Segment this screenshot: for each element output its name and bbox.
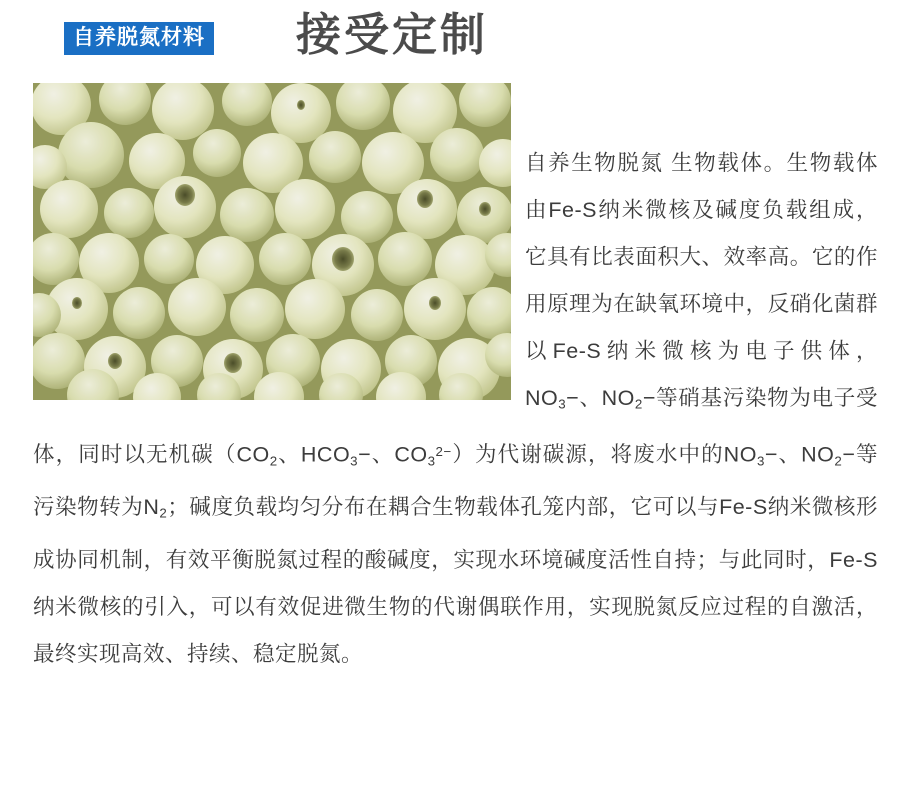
page-title: 接受定制 — [296, 9, 489, 60]
article-body — [33, 140, 878, 678]
article-seg-0: 自养生物脱氮 生物载体。生物载体由Fe-S纳米微核及碱度负载组成，它具有比表面积大、效率高。它的作用原理为在缺氧环境中，反硝化菌群以Fe-S纳米微核为电子供体，NO — [525, 151, 878, 410]
article-seg-6: 、HCO — [277, 442, 351, 467]
article-seg-17: ；碱度负载均匀分布在耦合生物载体孔笼内部，它可以与Fe-S纳米微核形成协同机制，有效平衡脱氮过程的酸碱度，实现水环境碱度活性自持；与此同时，Fe-S纳米微核的引入，可以有效促进微生物的代谢偶联作用，实现脱氮反应过程的自激活，最终实现高效、持续、稳定脱氮。 — [33, 495, 879, 666]
article-seg-16: 2 — [159, 505, 168, 521]
text-wrap-spacer — [33, 140, 525, 402]
article-seg-9: 3 — [427, 453, 436, 469]
article-seg-4: −等硝基污染物为电子受体，同时以无机碳（CO — [33, 386, 878, 467]
article-seg-3: 2 — [634, 396, 643, 412]
article-seg-7: 3 — [350, 453, 359, 469]
article-seg-8: −、CO — [358, 442, 428, 467]
article-seg-14: 2 — [834, 453, 843, 469]
article-seg-10: 2− — [435, 443, 452, 459]
article-seg-13: −、NO — [764, 442, 835, 467]
page-header — [0, 0, 900, 78]
article-seg-1: 3 — [558, 396, 567, 412]
article-seg-2: −、NO — [566, 386, 635, 410]
article-seg-11: ）为代谢碳源，将废水中的NO — [451, 442, 757, 467]
article-seg-12: 3 — [756, 453, 765, 469]
material-category-badge: 自养脱氮材料 — [64, 22, 214, 55]
article-seg-15: −等污染物转为N — [33, 442, 878, 520]
article-seg-5: 2 — [269, 453, 278, 469]
